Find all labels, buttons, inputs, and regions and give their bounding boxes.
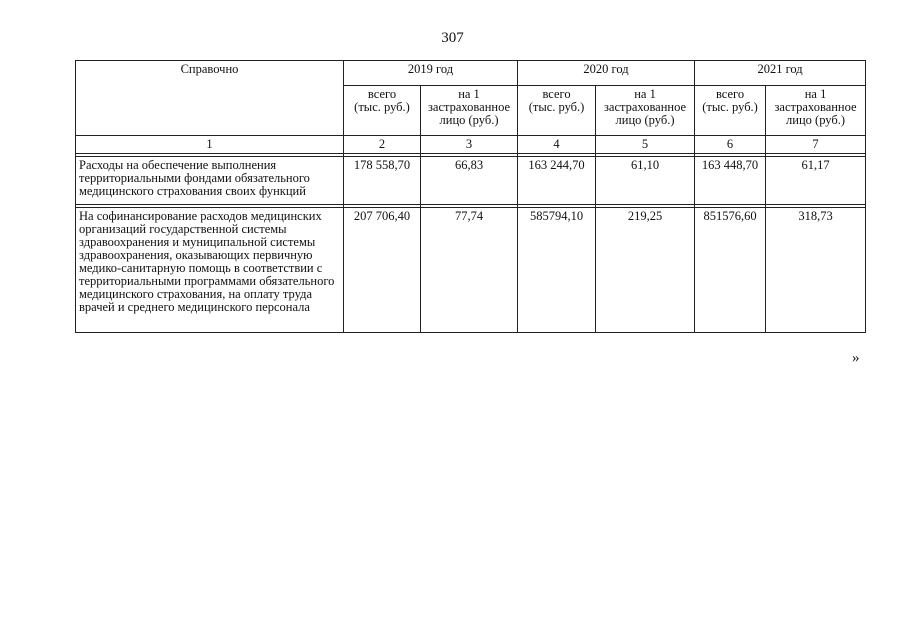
value-total-2021: 163 448,70	[695, 157, 766, 205]
subheader-per-person-2020: на 1 застрахованное лицо (руб.)	[596, 86, 695, 136]
value-per-person-2021: 318,73	[766, 208, 866, 333]
column-number-row	[76, 136, 866, 154]
value-per-person-2020: 61,10	[596, 157, 695, 205]
column-number: 6	[695, 136, 766, 154]
year-header-2020: 2020 год	[518, 61, 695, 86]
column-number: 3	[421, 136, 518, 154]
row-description: На софинансирование расходов медицинских организаций государственной системы здравоохранения и муниципальной системы здравоохранения, оказывающих первичную медико-санитарную помощь в соответствии с территориальными программами обязательного медицинского страхования, на оплату труда врачей и среднего медицинского персонала	[76, 208, 344, 333]
financial-table	[75, 60, 866, 333]
column-number: 2	[344, 136, 421, 154]
table-row	[76, 157, 866, 205]
subheader-total-2019: всего (тыс. руб.)	[344, 86, 421, 136]
value-per-person-2019: 77,74	[421, 208, 518, 333]
value-per-person-2020: 219,25	[596, 208, 695, 333]
column-number: 1	[76, 136, 344, 154]
value-total-2019: 207 706,40	[344, 208, 421, 333]
value-total-2019: 178 558,70	[344, 157, 421, 205]
value-total-2020: 585794,10	[518, 208, 596, 333]
value-total-2020: 163 244,70	[518, 157, 596, 205]
table-row	[76, 208, 866, 333]
value-total-2021: 851576,60	[695, 208, 766, 333]
subheader-per-person-2021: на 1 застрахованное лицо (руб.)	[766, 86, 866, 136]
row-description: Расходы на обеспечение выполнения территориальными фондами обязательного медицинского страхования своих функций	[76, 157, 344, 205]
value-per-person-2021: 61,17	[766, 157, 866, 205]
year-header-2019: 2019 год	[344, 61, 518, 86]
closing-quote-mark: »	[852, 350, 860, 366]
column-number: 7	[766, 136, 866, 154]
column-number: 5	[596, 136, 695, 154]
reference-header: Справочно	[76, 61, 344, 136]
subheader-total-2020: всего (тыс. руб.)	[518, 86, 596, 136]
page-number: 307	[441, 30, 464, 46]
subheader-total-2021: всего (тыс. руб.)	[695, 86, 766, 136]
column-number: 4	[518, 136, 596, 154]
value-per-person-2019: 66,83	[421, 157, 518, 205]
year-header-2021: 2021 год	[695, 61, 866, 86]
subheader-per-person-2019: на 1 застрахованное лицо (руб.)	[421, 86, 518, 136]
